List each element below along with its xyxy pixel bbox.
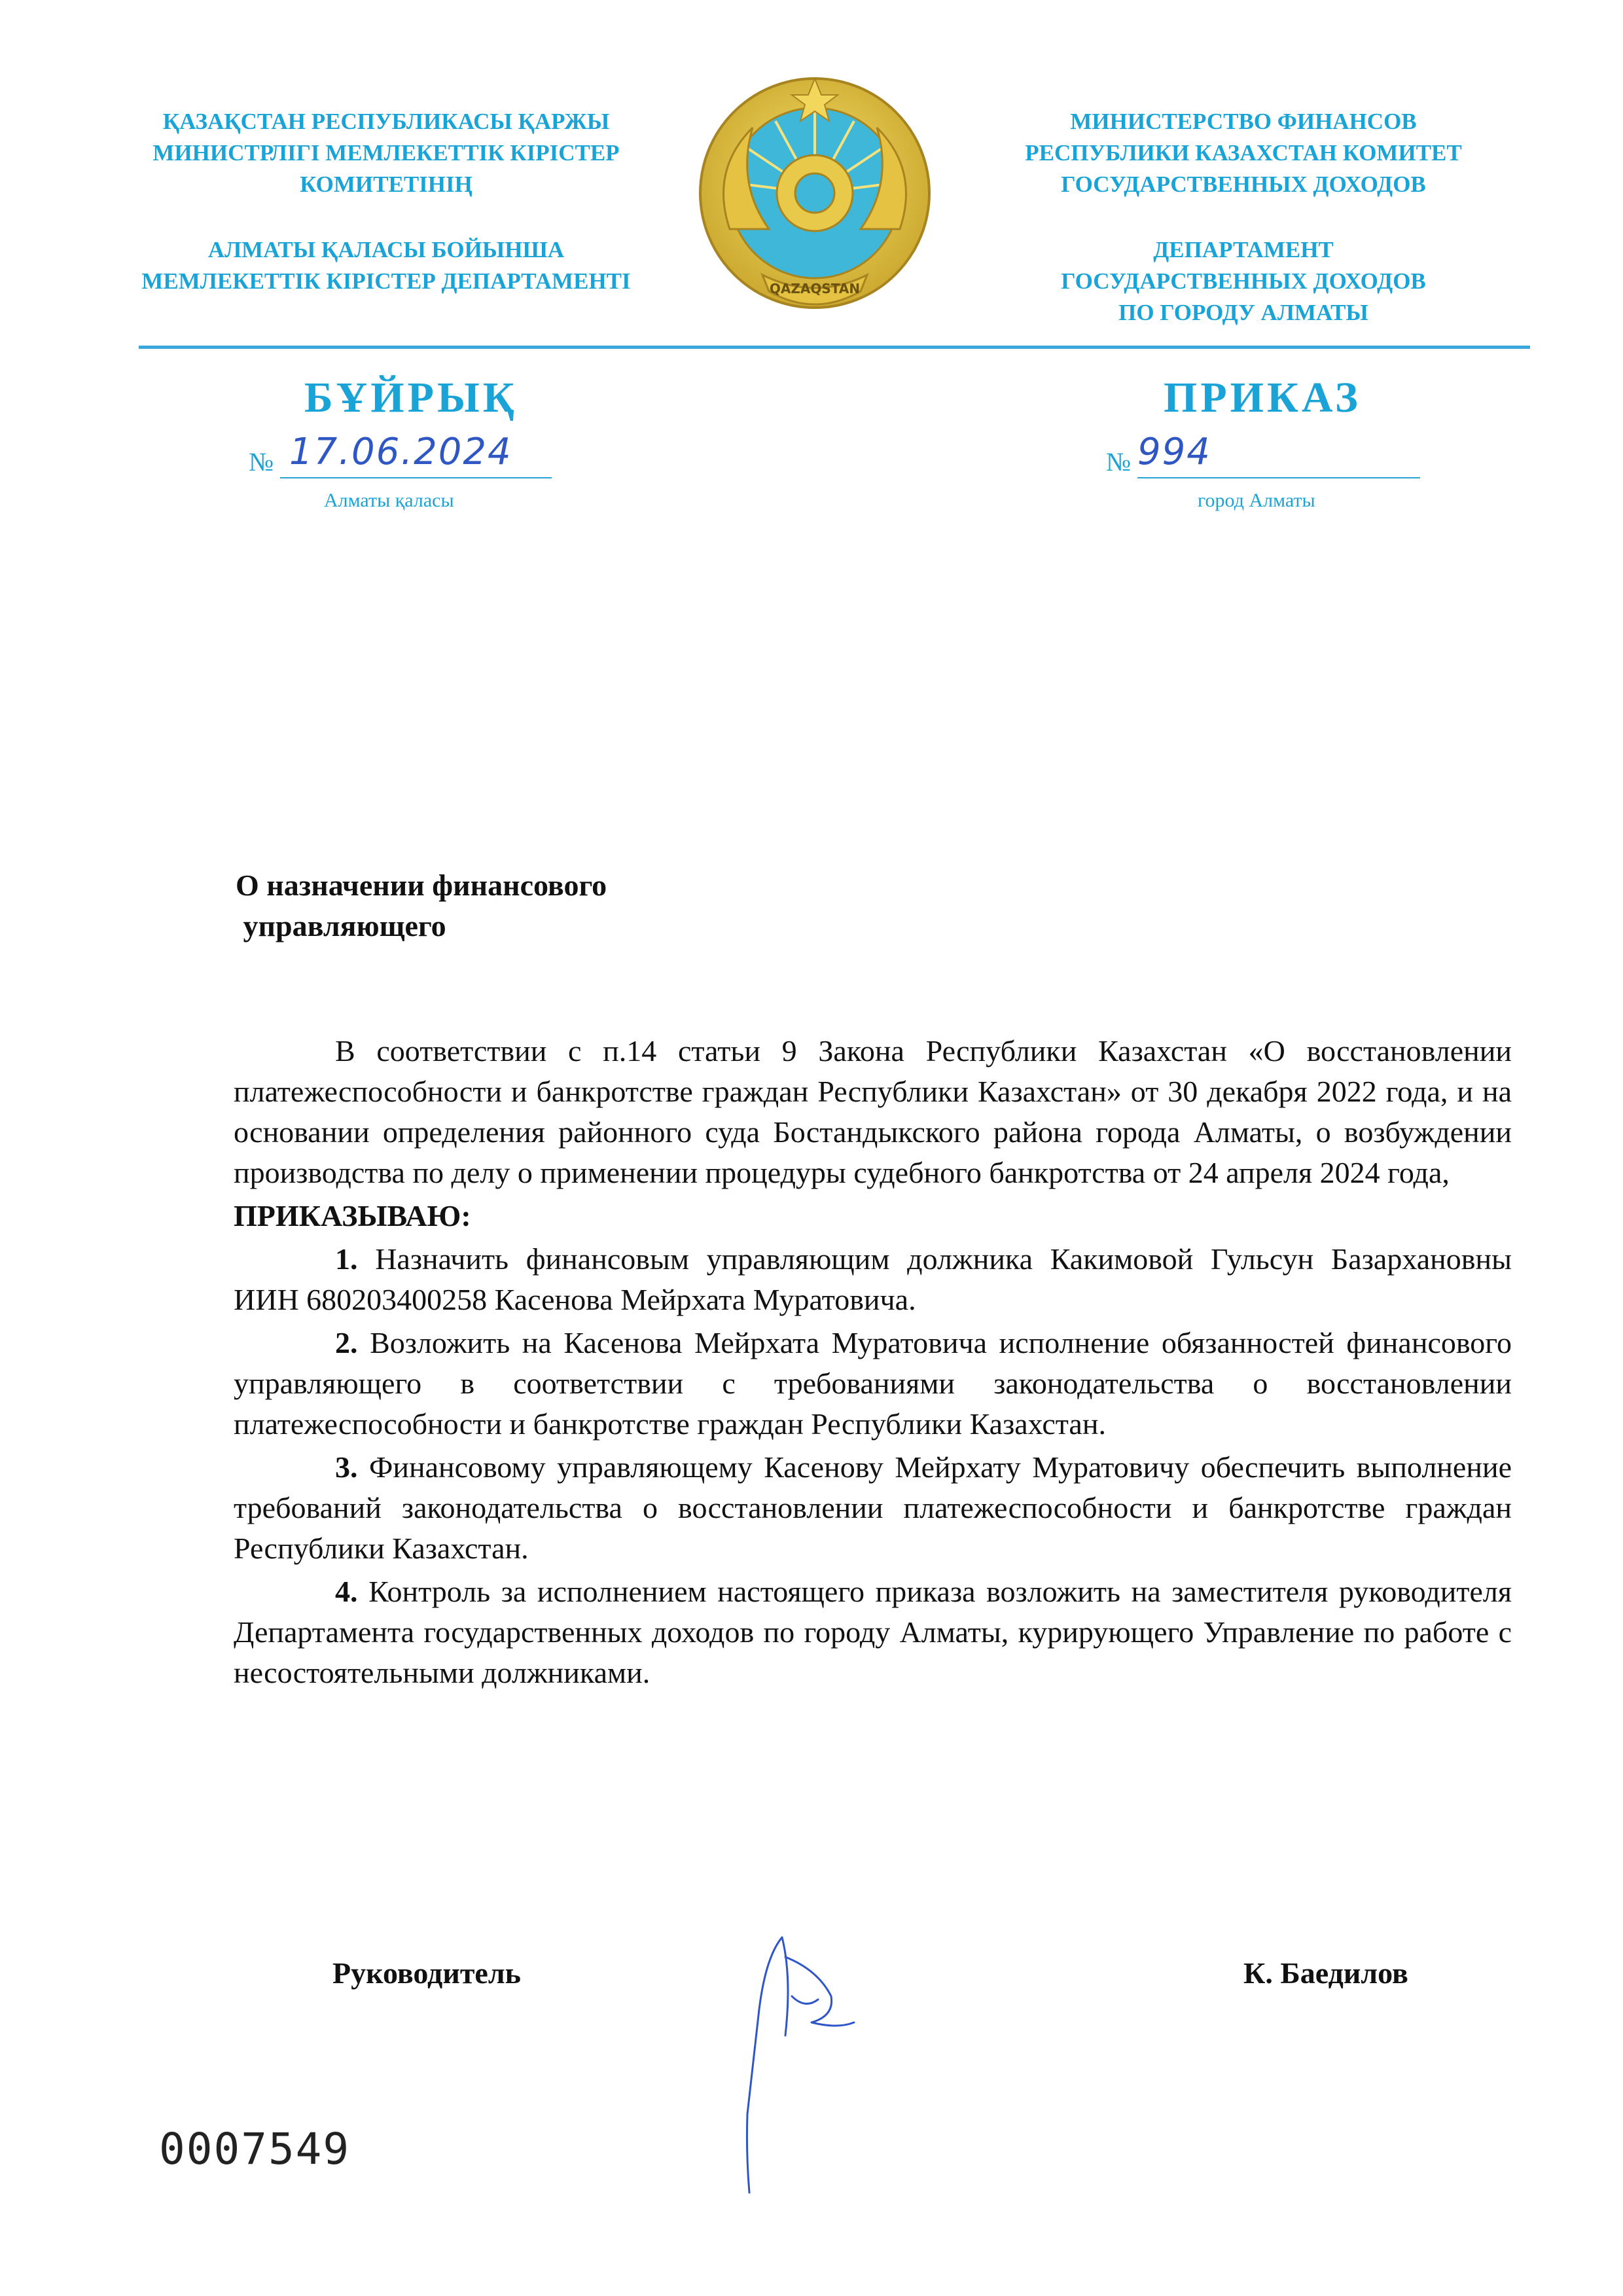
number-sign: № bbox=[249, 447, 274, 476]
intro-paragraph: В соответствии с п.14 статьи 9 Закона Республики Казахстан «О восстановлении платежеспособности и банкротстве граждан Республики Казахстан» от 30 декабря 2022 года, и на основании определения районного суда Бостандыкского района города Алматы, о возбуждении производства по делу о применении процедуры судебного банкротства от 24 апреля 2024 года, bbox=[234, 1034, 1512, 1189]
underline bbox=[280, 477, 552, 478]
item-text: Финансовому управляющему Касенову Мейрхату Муратовичу обеспечить выполнение требований законодательства о восстановлении платежеспособности и банкротстве граждан Республики Казахстан. bbox=[234, 1450, 1512, 1565]
signatory-name: К. Баедилов bbox=[1243, 1956, 1408, 1990]
subject-line: управляющего bbox=[236, 909, 446, 942]
serial-number: 0007549 bbox=[159, 2124, 351, 2174]
city-russian: город Алматы bbox=[1198, 490, 1315, 511]
item-text: Назначить финансовым управляющим должника Какимовой Гульсун Базархановны ИИН 680203400258 Касенова Мейрхата Муратовича. bbox=[234, 1242, 1512, 1316]
item-number: 4. bbox=[335, 1575, 358, 1608]
item-number: 1. bbox=[335, 1242, 358, 1276]
order-item bbox=[234, 1323, 1512, 1444]
header-kz-line: ҚАЗАҚСТАН РЕСПУБЛИКАСЫ ҚАРЖЫ bbox=[162, 109, 610, 134]
order-title-kazakh: БҰЙРЫҚ bbox=[304, 374, 518, 422]
header-russian-block bbox=[955, 106, 1531, 329]
order-body bbox=[234, 1031, 1512, 1696]
order-item bbox=[234, 1239, 1512, 1320]
underline bbox=[1137, 477, 1420, 478]
item-text: Контроль за исполнением настоящего приказа возложить на заместителя руководителя Департамента государственных доходов по городу Алматы, курирующего Управление по работе с несостоятельными должниками. bbox=[234, 1575, 1512, 1689]
header-divider bbox=[139, 346, 1530, 349]
emblem-caption: QAZAQSTAN bbox=[769, 281, 861, 296]
header-kz-line: АЛМАТЫ ҚАЛАСЫ БОЙЫНША bbox=[207, 237, 565, 262]
header-ru-line: МИНИСТЕРСТВО ФИНАНСОВ bbox=[1070, 109, 1417, 134]
header-ru-line: РЕСПУБЛИКИ КАЗАХСТАН КОМИТЕТ bbox=[1025, 140, 1462, 166]
header-kz-line: МИНИСТРЛІГІ МЕМЛЕКЕТТІК КІРІСТЕР bbox=[152, 140, 620, 166]
order-subject bbox=[236, 865, 607, 946]
order-command bbox=[234, 1196, 1512, 1236]
order-date-field bbox=[249, 429, 576, 481]
number-sign: № bbox=[1106, 447, 1132, 476]
header-ru-line: ГОСУДАРСТВЕННЫХ ДОХОДОВ bbox=[1061, 268, 1426, 294]
header-kz-line: МЕМЛЕКЕТТІК КІРІСТЕР ДЕПАРТАМЕНТІ bbox=[141, 268, 631, 294]
header-ru-line: ПО ГОРОДУ АЛМАТЫ bbox=[1118, 300, 1368, 325]
header-kz-line: КОМИТЕТІНІҢ bbox=[300, 171, 473, 197]
handwritten-date: 17.06.2024 bbox=[289, 431, 512, 473]
subject-line: О назначении финансового bbox=[236, 869, 607, 902]
order-item bbox=[234, 1447, 1512, 1569]
item-number: 2. bbox=[335, 1326, 358, 1359]
order-title-russian: ПРИКАЗ bbox=[1164, 374, 1361, 422]
city-kazakh: Алматы қаласы bbox=[324, 490, 454, 511]
header-kazakh-block bbox=[92, 106, 681, 297]
order-command-word: ПРИКАЗЫВАЮ: bbox=[234, 1199, 471, 1232]
handwritten-signature bbox=[720, 1918, 877, 2206]
item-number: 3. bbox=[335, 1450, 358, 1484]
item-text: Возложить на Касенова Мейрхата Муратовича исполнение обязанностей финансового управляющего в соответствии с требованиями законодательства о восстановлении платежеспособности и банкротстве граждан Республики Казахстан. bbox=[234, 1326, 1512, 1441]
state-emblem-icon bbox=[690, 65, 939, 334]
header-ru-line: ГОСУДАРСТВЕННЫХ ДОХОДОВ bbox=[1061, 171, 1426, 197]
handwritten-number: 994 bbox=[1137, 431, 1211, 473]
signatory-position: Руководитель bbox=[332, 1956, 521, 1990]
order-number-field bbox=[1106, 429, 1433, 481]
header-ru-line: ДЕПАРТАМЕНТ bbox=[1153, 237, 1334, 262]
order-item bbox=[234, 1571, 1512, 1693]
